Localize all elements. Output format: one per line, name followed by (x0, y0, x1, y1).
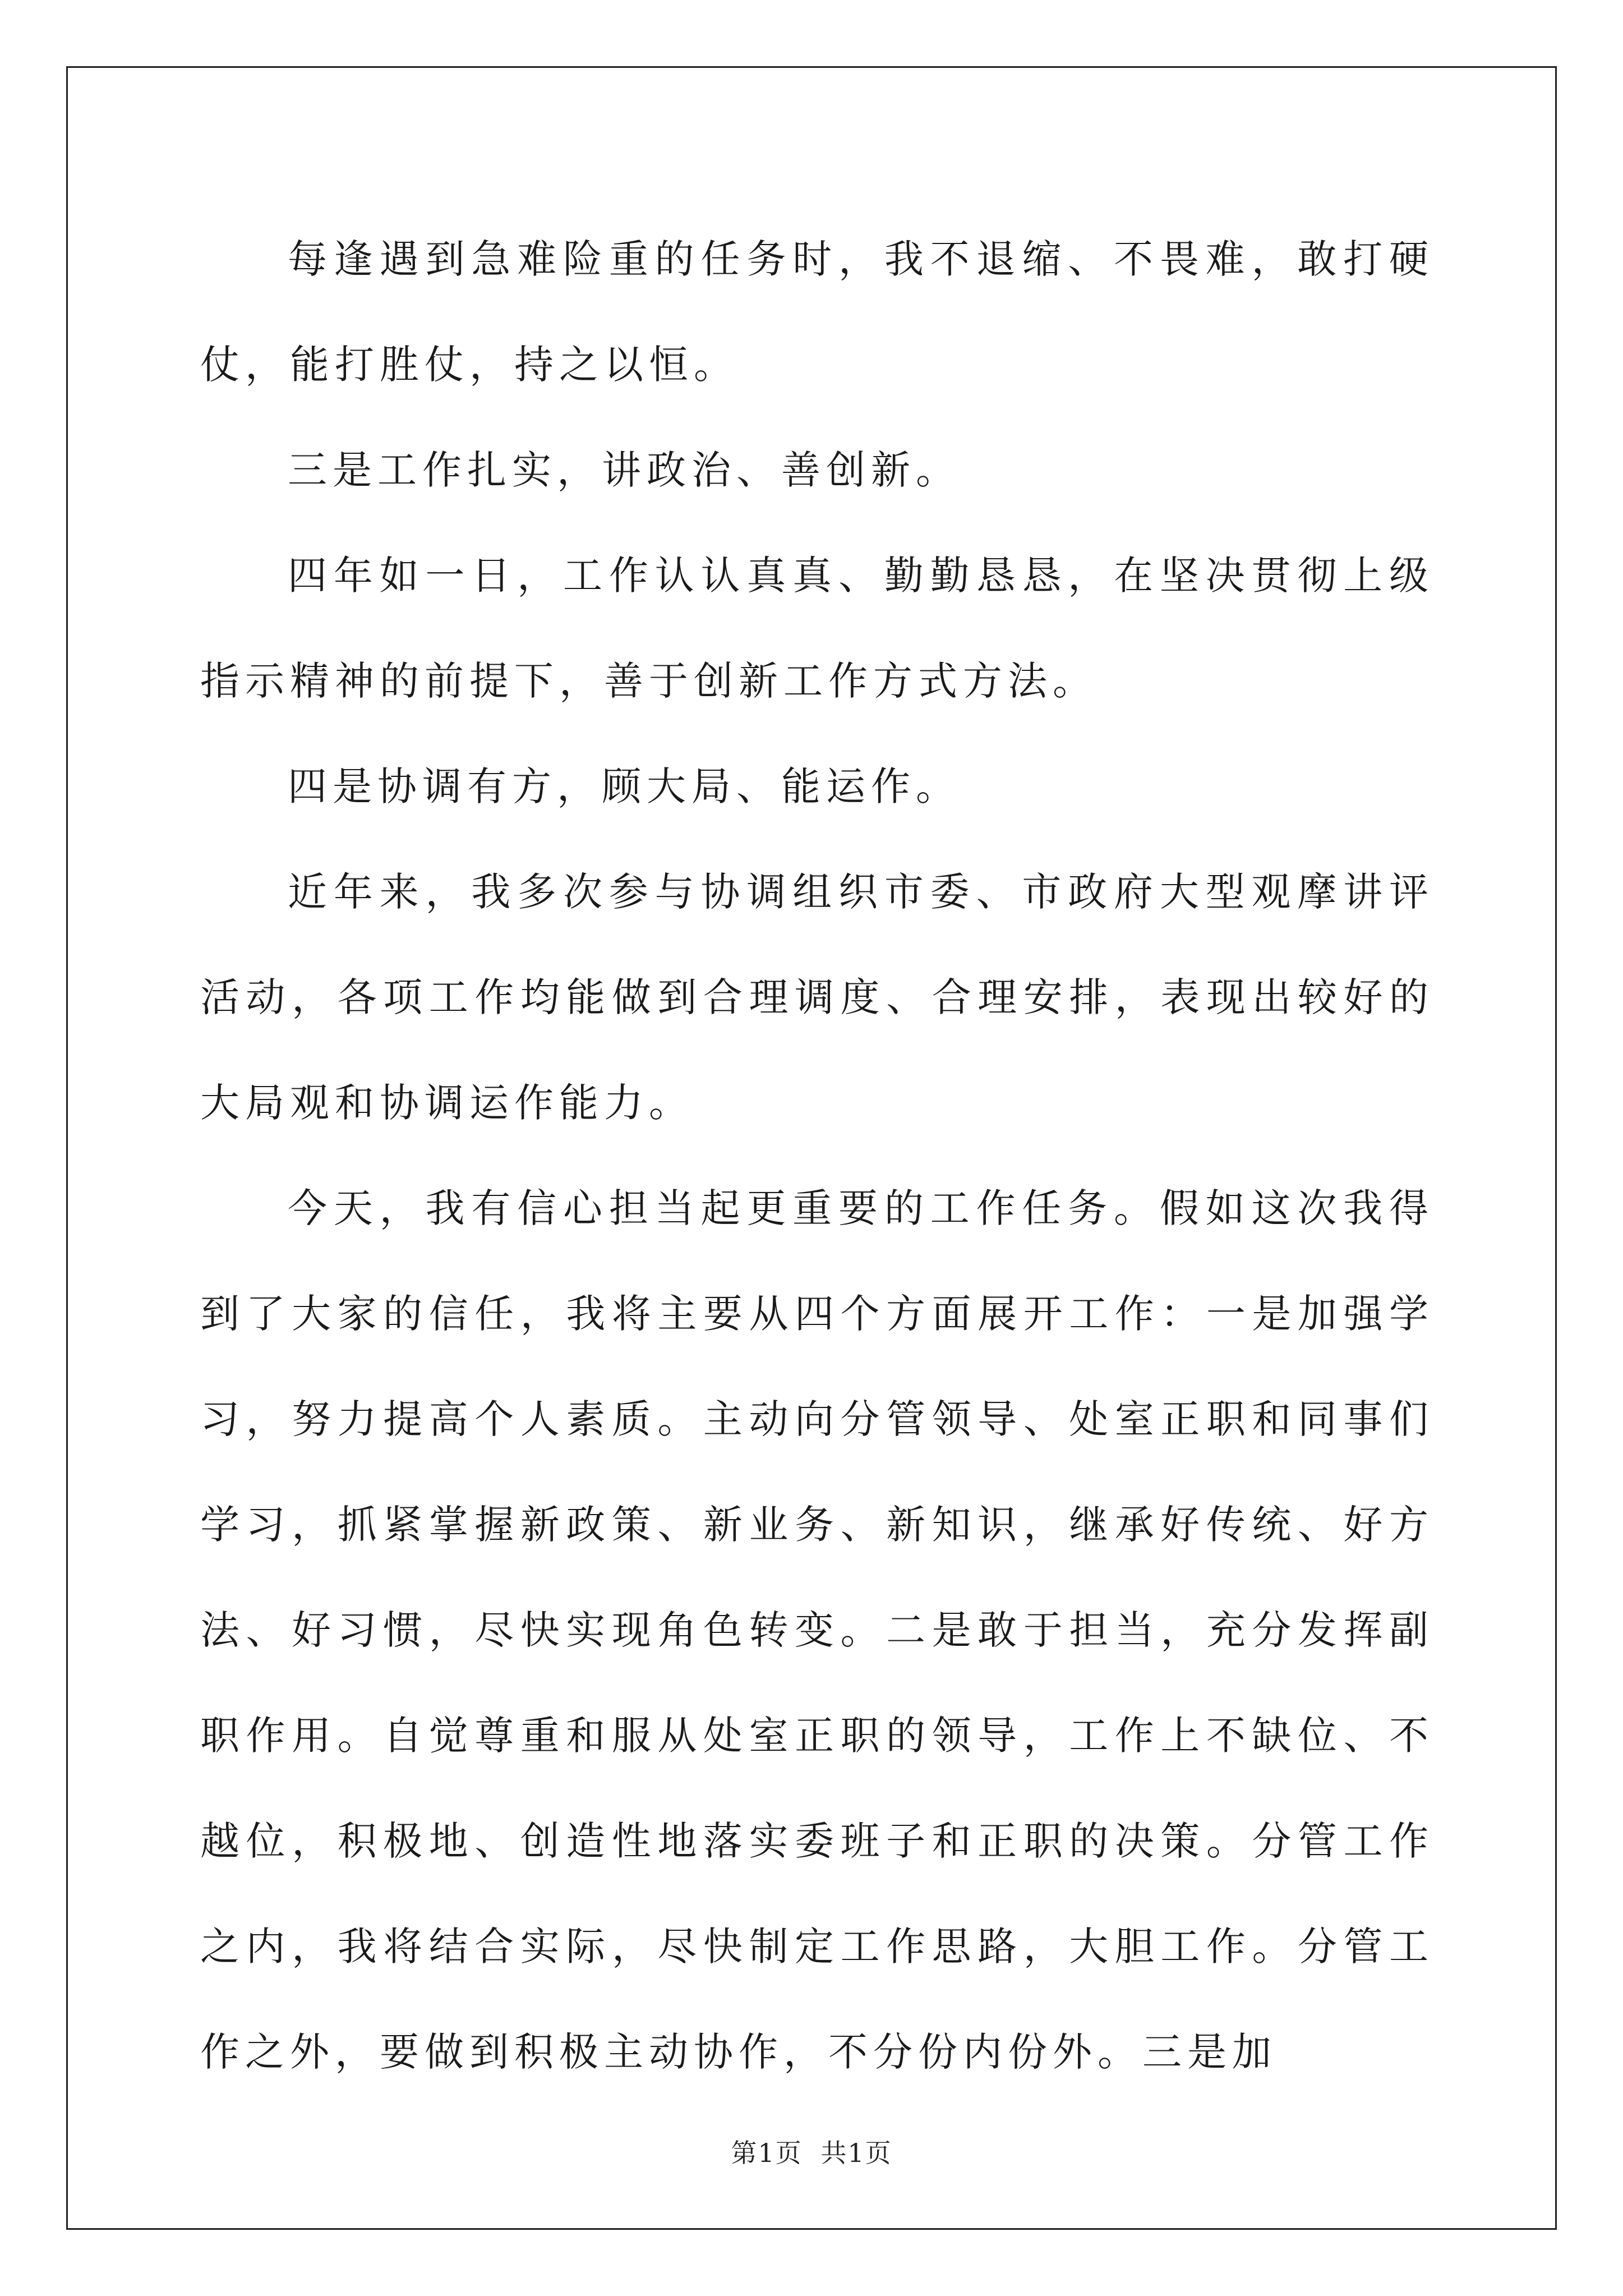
paragraph: 今天，我有信心担当起更重要的工作任务。假如这次我得到了大家的信任，我将主要从四个方面展开工作：一是加强学习，努力提高个人素质。主动向分管领导、处室正职和同事们学习，抓紧掌握新政策、新业务、新知识，继承好传统、好方法、好习惯，尽快实现角色转变。二是敢于担当，充分发挥副职作用。自觉尊重和服从处室正职的领导，工作上不缺位、不越位，积极地、创造性地落实委班子和正职的决策。分管工作之内，我将结合实际，尽快制定工作思路，大胆工作。分管工作之外，要做到积极主动协作，不分份内份外。三是加 (200, 1185, 1434, 2075)
paragraph: 三是工作扎实，讲政治、善创新。 (288, 447, 961, 493)
paragraph: 每逢遇到急难险重的任务时，我不退缩、不畏难，敢打硬仗，能打胜仗，持之以恒。 (200, 236, 1434, 388)
page-number-current: 第1页 (731, 2138, 803, 2168)
document-body (200, 206, 1434, 2105)
paragraph: 近年来，我多次参与协调组织市委、市政府大型观摩讲评活动，各项工作均能做到合理调度、合理安排，表现出较好的大局观和协调运作能力。 (200, 869, 1434, 1126)
page-footer (0, 2136, 1623, 2170)
page-number-total: 共1页 (820, 2138, 892, 2168)
paragraph: 四是协调有方，顾大局、能运作。 (288, 763, 961, 809)
paragraph: 四年如一日，工作认认真真、勤勤恳恳，在坚决贯彻上级指示精神的前提下，善于创新工作方式方法。 (200, 553, 1434, 704)
